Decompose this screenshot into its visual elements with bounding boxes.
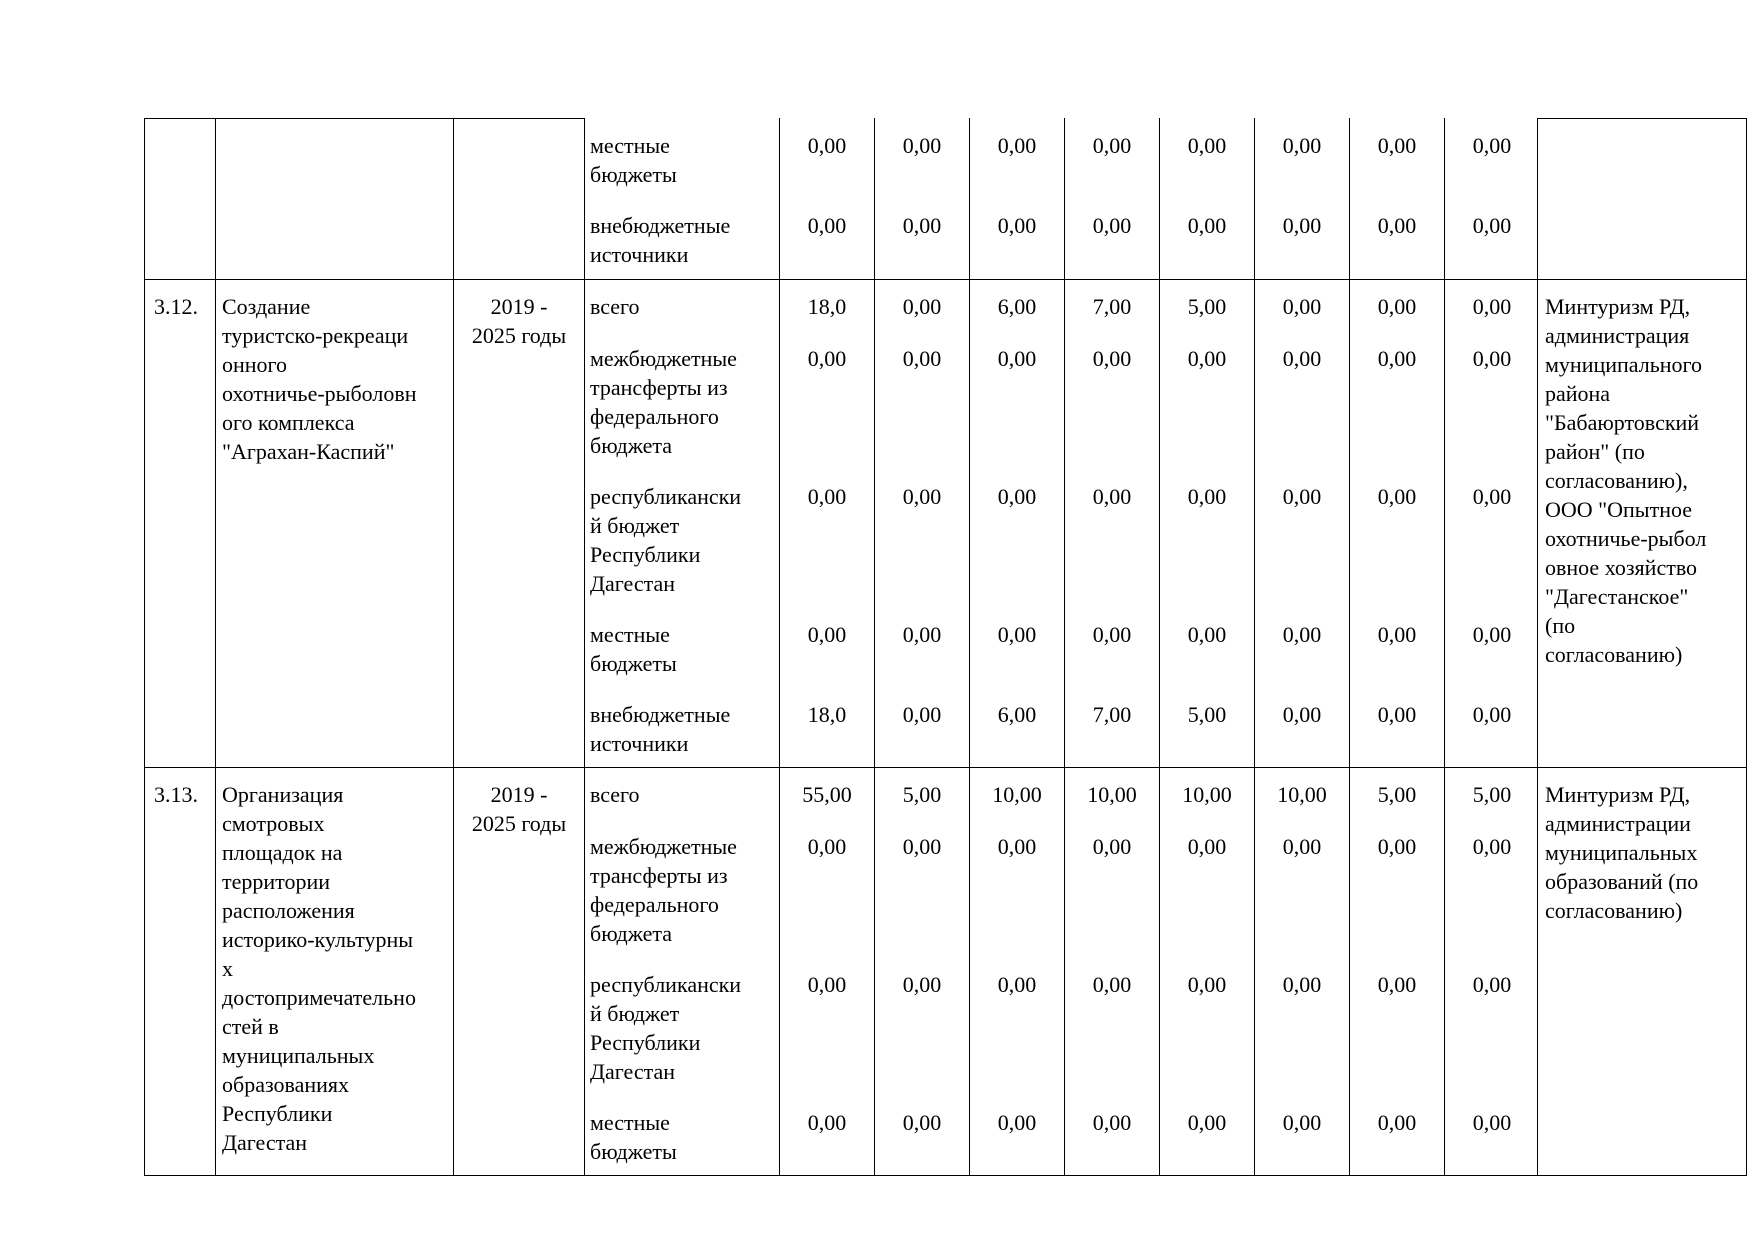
value-cell: 0,00 [1377,834,1417,859]
item-period: 2019 - 2025 годы [471,782,567,836]
value-cell: 7,00 [1092,702,1132,727]
value-cell: 0,00 [807,346,847,371]
value-cell: 0,00 [1092,972,1132,997]
value-cell: 6,00 [997,702,1037,727]
value-cell: 0,00 [1282,622,1322,647]
value-cell: 0,00 [1377,346,1417,371]
item-number: 3.13. [154,782,198,807]
value-cell: 0,00 [807,1110,847,1135]
value-cell: 0,00 [1377,702,1417,727]
value-cell: 0,00 [807,484,847,509]
value-cell: 0,00 [807,972,847,997]
item-title: Организация смотровых площадок на территории расположения историко-культурны х достопримечательно стей в муниципальных образованиях Республики Дагестан [222,782,416,1155]
table-rule-horizontal [1537,118,1747,119]
table-rule-horizontal [144,279,1747,280]
value-cell: 0,00 [1187,834,1227,859]
value-cell: 6,00 [997,294,1037,319]
table-rule-vertical [969,118,970,1175]
value-cell: 0,00 [1282,213,1322,238]
value-cell: 0,00 [1377,213,1417,238]
value-cell: 0,00 [1187,133,1227,158]
value-cell: 0,00 [1377,294,1417,319]
value-cell: 10,00 [1087,782,1137,807]
value-cell: 0,00 [1472,213,1512,238]
value-cell: 5,00 [902,782,942,807]
value-cell: 0,00 [1472,834,1512,859]
value-cell: 0,00 [902,834,942,859]
value-cell: 0,00 [997,1110,1037,1135]
source-label: республикански й бюджет Республики Дагестан [590,484,742,596]
table-rule-vertical [453,118,454,1175]
value-cell: 0,00 [997,972,1037,997]
value-cell: 0,00 [1282,294,1322,319]
value-cell: 0,00 [1187,484,1227,509]
value-cell: 0,00 [1092,133,1132,158]
value-cell: 0,00 [1282,1110,1322,1135]
value-cell: 0,00 [1377,1110,1417,1135]
value-cell: 0,00 [1092,484,1132,509]
value-cell: 0,00 [807,213,847,238]
value-cell: 0,00 [1282,133,1322,158]
value-cell: 0,00 [1092,213,1132,238]
value-cell: 10,00 [1277,782,1327,807]
value-cell: 0,00 [807,133,847,158]
value-cell: 0,00 [1472,346,1512,371]
value-cell: 0,00 [1472,622,1512,647]
table-rule-vertical [779,118,780,1175]
value-cell: 0,00 [902,346,942,371]
value-cell: 0,00 [1377,622,1417,647]
source-label: республикански й бюджет Республики Дагестан [590,972,742,1084]
value-cell: 0,00 [1092,834,1132,859]
item-title: Создание туристско-рекреаци онного охотничье-рыболовн ого комплекса "Аграхан-Каспий" [222,294,417,464]
source-label: местные бюджеты [590,622,677,676]
value-cell: 0,00 [1472,133,1512,158]
value-cell: 0,00 [997,133,1037,158]
value-cell: 5,00 [1187,294,1227,319]
source-label: местные бюджеты [590,1110,677,1164]
value-cell: 5,00 [1377,782,1417,807]
value-cell: 0,00 [1187,972,1227,997]
value-cell: 0,00 [1187,622,1227,647]
table-rule-vertical [1159,118,1160,1175]
value-cell: 0,00 [1187,346,1227,371]
table-rule-horizontal [144,1175,1747,1176]
source-label: межбюджетные трансферты из федерального бюджета [590,346,737,458]
value-cell: 7,00 [1092,294,1132,319]
value-cell: 0,00 [902,213,942,238]
source-label: всего [590,782,640,807]
value-cell: 5,00 [1472,782,1512,807]
value-cell: 0,00 [902,972,942,997]
value-cell: 0,00 [807,622,847,647]
value-cell: 0,00 [1282,972,1322,997]
value-cell: 0,00 [1092,622,1132,647]
value-cell: 10,00 [992,782,1042,807]
table-rule-vertical [874,118,875,1175]
table-rule-vertical [1064,118,1065,1175]
item-period: 2019 - 2025 годы [471,294,567,348]
value-cell: 0,00 [902,1110,942,1135]
value-cell: 0,00 [1282,346,1322,371]
table-rule-vertical [215,118,216,1175]
table-rule-horizontal [144,767,1747,768]
value-cell: 0,00 [1282,834,1322,859]
source-label: внебюджетные источники [590,702,731,756]
value-cell: 18,0 [807,294,847,319]
value-cell: 0,00 [1092,1110,1132,1135]
value-cell: 0,00 [1282,484,1322,509]
table-rule-vertical [1349,118,1350,1175]
value-cell: 0,00 [1187,213,1227,238]
table-rule-vertical [1444,118,1445,1175]
value-cell: 0,00 [1472,702,1512,727]
value-cell: 5,00 [1187,702,1227,727]
value-cell: 0,00 [902,702,942,727]
value-cell: 0,00 [997,346,1037,371]
item-number: 3.12. [154,294,198,319]
value-cell: 0,00 [1092,346,1132,371]
item-executor: Минтуризм РД, администрации муниципальных образований (по согласованию) [1545,782,1699,923]
value-cell: 10,00 [1182,782,1232,807]
item-executor: Минтуризм РД, администрация муниципального района "Бабаюртовский район" (по согласованию), ООО "Опытное охотничье-рыбол овное хозяйство "Дагестанское" (по согласованию) [1545,294,1707,667]
table-rule-vertical [584,118,585,1175]
table-rule-horizontal [144,118,585,119]
value-cell: 18,0 [807,702,847,727]
value-cell: 0,00 [902,484,942,509]
value-cell: 0,00 [1472,1110,1512,1135]
value-cell: 0,00 [997,834,1037,859]
value-cell: 0,00 [1472,484,1512,509]
table-rule-vertical [144,118,145,1175]
value-cell: 0,00 [1282,702,1322,727]
value-cell: 0,00 [902,294,942,319]
value-cell: 0,00 [1187,1110,1227,1135]
source-label: межбюджетные трансферты из федерального бюджета [590,834,737,946]
table-rule-vertical [1746,118,1747,1175]
value-cell: 0,00 [997,484,1037,509]
value-cell: 0,00 [997,213,1037,238]
value-cell: 0,00 [1472,972,1512,997]
value-cell: 0,00 [807,834,847,859]
value-cell: 0,00 [1377,972,1417,997]
value-cell: 0,00 [902,622,942,647]
source-label: всего [590,294,640,319]
value-cell: 55,00 [802,782,852,807]
value-cell: 0,00 [1377,484,1417,509]
value-cell: 0,00 [997,622,1037,647]
value-cell: 0,00 [1377,133,1417,158]
source-label: внебюджетные источники [590,213,731,267]
value-cell: 0,00 [902,133,942,158]
table-rule-vertical [1254,118,1255,1175]
value-cell: 0,00 [1472,294,1512,319]
source-label: местные бюджеты [590,133,677,187]
